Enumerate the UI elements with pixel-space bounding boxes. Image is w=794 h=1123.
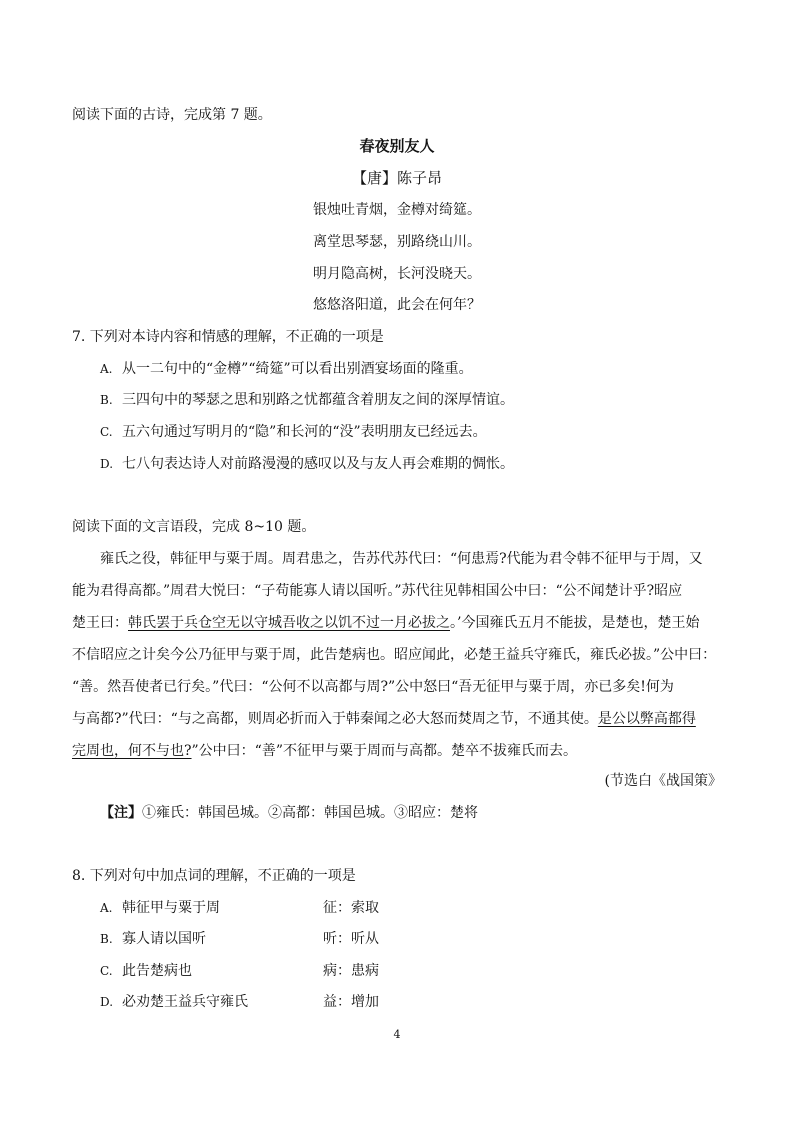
option-letter: A. — [100, 901, 113, 915]
poem-line: 银烛吐青烟，金樽对绮筵。 — [313, 202, 481, 218]
option-gloss: 病：患病 — [323, 963, 379, 979]
option-gloss: 听：听从 — [323, 931, 379, 947]
note-head: 【注】 — [100, 805, 142, 821]
poem-author: 【唐】陈子昂 — [351, 169, 442, 187]
underlined-sentence: 韩氏罢于兵仓空无以守城吾收之以饥不过一月必拔之 — [128, 615, 450, 631]
q8-option-b — [100, 928, 206, 948]
option-letter: D. — [100, 457, 114, 471]
prose-text: 楚王曰： — [72, 615, 128, 631]
q7-option-c — [100, 421, 487, 441]
option-text: 三四句中的琴瑟之思和别路之忧都蕴含着朋友之间的深厚情谊。 — [122, 392, 514, 408]
question-8-stem: 8. 下列对句中加点词的理解，不正确的一项是 — [72, 868, 356, 884]
prose-text: 。’今国雍氏五月不能拔，是楚也，楚王始 — [450, 615, 700, 631]
q8-option-c — [100, 960, 192, 980]
option-letter: C. — [100, 425, 113, 439]
q7-option-a — [100, 358, 473, 378]
option-letter: C. — [100, 964, 113, 978]
option-text: 韩征甲与粟于周 — [122, 900, 220, 916]
option-text: 五六句通过写明月的“隐”和长河的“没”表明朋友已经远去。 — [122, 424, 487, 440]
option-letter: B. — [100, 932, 113, 946]
prose-line: “善。然吾使者已行矣。”代曰：“公何不以高都与周?”公中怒曰“吾无征甲与粟于周，亦已多矣!何为 — [72, 679, 674, 695]
page-number: 4 — [393, 1028, 401, 1041]
option-gloss: 益：增加 — [323, 994, 379, 1010]
prose-text: 与高都?”代曰：“与之高都，则周必折而入于韩秦闻之必大怒而焚周之节，不通其使。 — [72, 711, 598, 727]
prose-text: ”公中曰：“善”不征甲与粟于周而与高都。楚卒不拔雍氏而去。 — [191, 743, 577, 759]
prose-line: 雍氏之役，韩征甲与粟于周。周君患之，告苏代苏代曰：“何患焉?代能为君令韩不征甲与于周，又 — [100, 551, 703, 567]
poem-title: 春夜别友人 — [359, 137, 435, 155]
poem-line: 离堂思琴瑟，别路绕山川。 — [313, 234, 481, 250]
annotation — [100, 802, 478, 822]
q7-option-b — [100, 389, 514, 409]
source-citation: (节选白《战国策》 — [604, 773, 722, 789]
option-text: 寡人请以国听 — [122, 931, 206, 947]
poem-line: 悠悠洛阳道，此会在何年？ — [313, 297, 481, 313]
prose-line — [72, 708, 696, 728]
q7-option-d — [100, 453, 514, 473]
option-gloss: 征：索取 — [323, 900, 379, 916]
option-letter: B. — [100, 393, 113, 407]
option-text: 从一二句中的“金樽”“绮筵”可以看出别酒宴场面的隆重。 — [122, 361, 473, 377]
option-text: 七八句表达诗人对前路漫漫的感叹以及与友人再会难期的惆怅。 — [122, 456, 514, 472]
poem-intro: 阅读下面的古诗，完成第 7 题。 — [72, 107, 272, 123]
option-letter: D. — [100, 995, 114, 1009]
q8-option-a — [100, 897, 220, 917]
option-text: 必劝楚王益兵守雍氏 — [122, 994, 248, 1010]
prose-intro: 阅读下面的文言语段，完成 8~10 题。 — [72, 519, 316, 535]
question-7-stem: 7. 下列对本诗内容和情感的理解，不正确的一项是 — [72, 329, 384, 345]
prose-line — [72, 612, 699, 632]
underlined-sentence: 完周也，何不与也? — [72, 743, 192, 759]
q8-option-d — [100, 991, 248, 1011]
underlined-sentence: 是公以弊高都得 — [597, 711, 696, 727]
option-text: 此告楚病也 — [122, 963, 192, 979]
prose-line: 不信昭应之计矣今公乃征甲与粟于周，此告楚病也。昭应闻此，必楚王益兵守雍氏，雍氏必拔。”公中曰： — [72, 647, 717, 663]
note-body: ①雍氏：韩国邑城。②高都：韩国邑城。③昭应：楚将 — [142, 805, 478, 821]
prose-line — [72, 740, 577, 760]
prose-line: 能为君得高都。”周君大悦曰：“子苟能寡人请以国听。”苏代往见韩相国公中曰：“公不闻楚计乎?昭应 — [72, 583, 683, 599]
poem-line: 明月隐高树，长河没晓天。 — [313, 266, 481, 282]
option-letter: A. — [100, 362, 113, 376]
